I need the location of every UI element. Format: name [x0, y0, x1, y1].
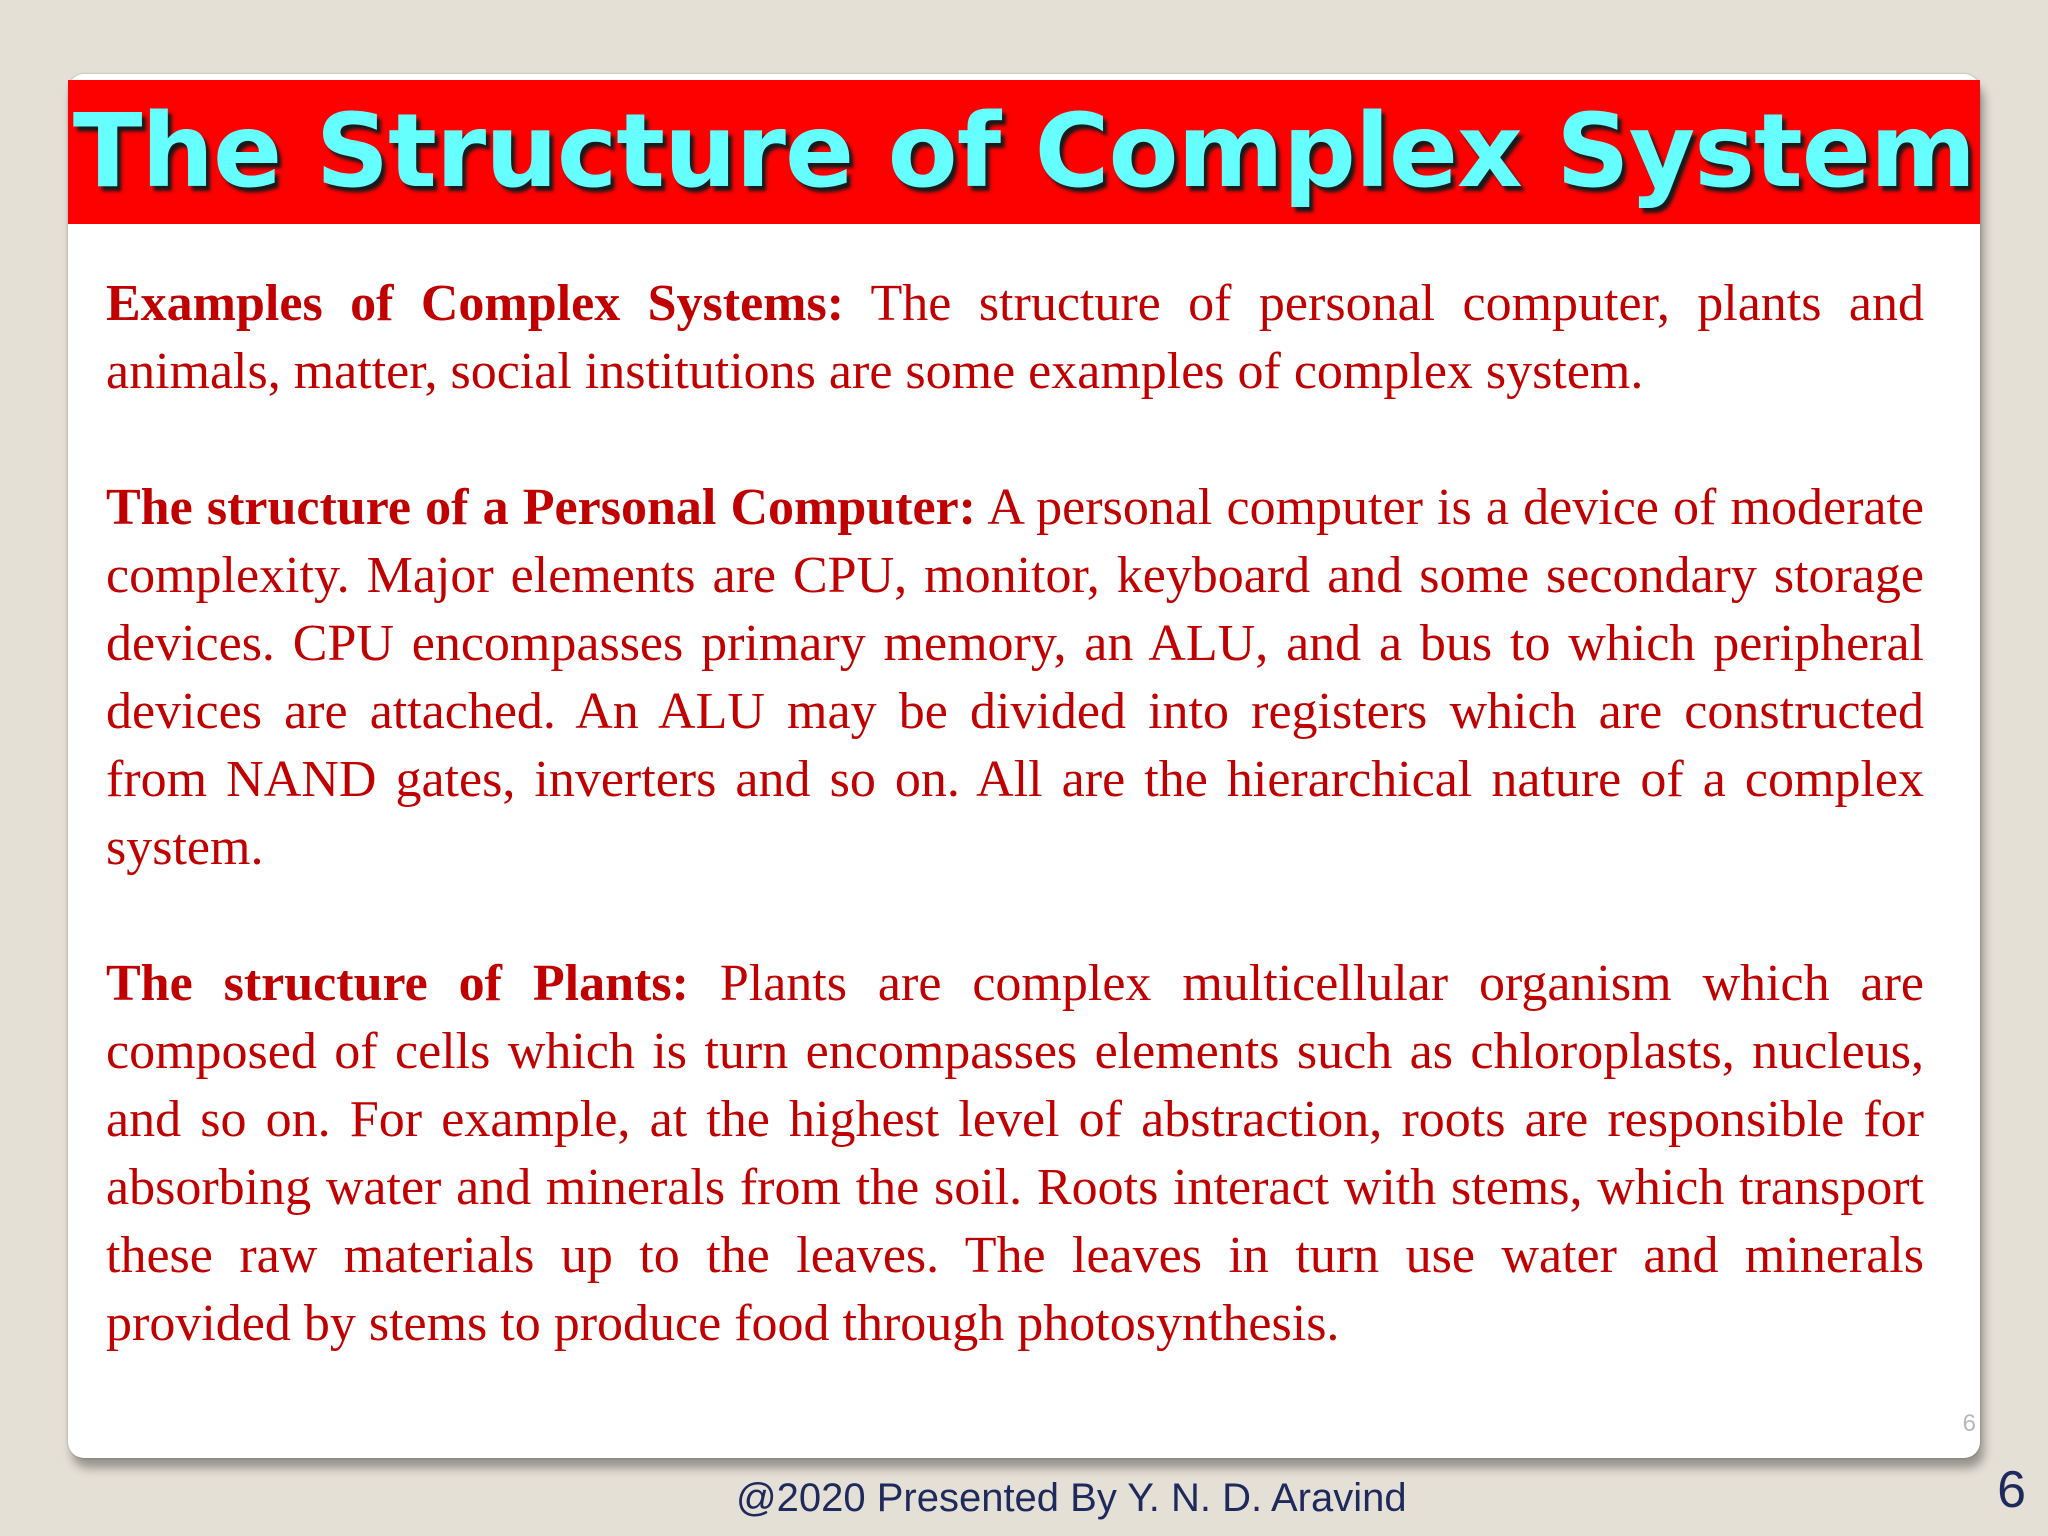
paragraph-lead: The structure of Plants:: [106, 955, 689, 1012]
paragraph-plants: [106, 950, 1924, 1358]
paragraph-text: Plants are complex multicellular organism which are composed of cells which is turn encompasses elements such as chloroplasts, nucleus, and so on. For example, at the highest level of abstraction, roots are responsible for absorbing water and minerals from the soil. Roots interact with stems, which transport these raw materials up to the leaves. The leaves in turn use water and minerals provided by stems to produce food through photosynthesis.: [106, 955, 1925, 1352]
footer-credit: @2020 Presented By Y. N. D. Aravind: [736, 1476, 1407, 1520]
paragraph-lead: Examples of Complex Systems:: [106, 275, 845, 332]
paragraph-examples: [106, 270, 1924, 406]
slide-body: [106, 270, 1924, 1358]
slide-number-small: 6: [1962, 1410, 1976, 1437]
paragraph-lead: The structure of a Personal Computer:: [106, 479, 977, 536]
slide-title: The Structure of Complex System: [72, 92, 1976, 211]
title-bar: [68, 80, 1980, 224]
paragraph-text: A personal computer is a device of moderate complexity. Major elements are CPU, monitor, keyboard and some secondary storage devices. CPU encompasses primary memory, an ALU, and a bus to which peripheral devices are attached. An ALU may be divided into registers which are constructed from NAND gates, inverters and so on. All are the hierarchical nature of a complex system.: [106, 479, 1924, 876]
paragraph-personal-computer: [106, 474, 1924, 882]
footer-page-number: 6: [1997, 1461, 2026, 1519]
paragraph-text: The structure of personal computer, plants and animals, matter, social institutions are some examples of complex system.: [106, 275, 1924, 400]
